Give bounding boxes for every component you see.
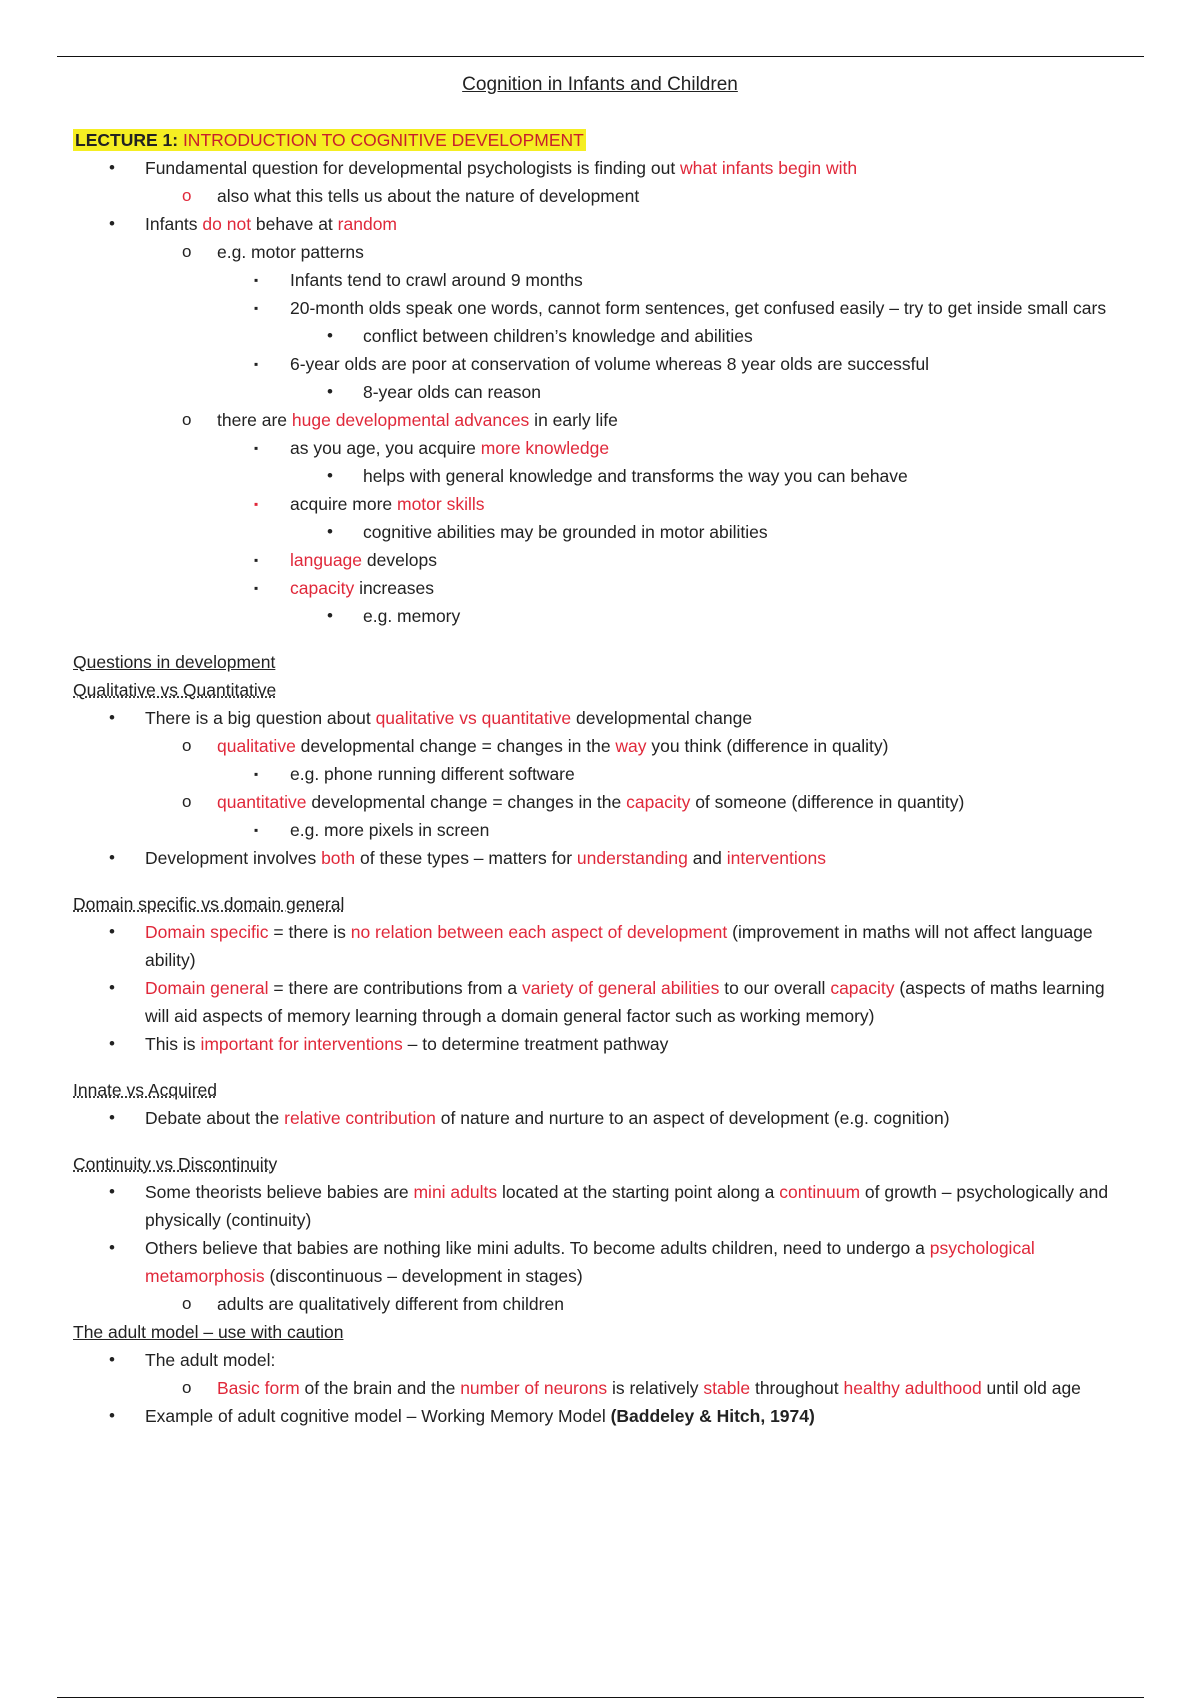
text: developmental change = changes in the	[295, 736, 616, 756]
square-bullet-icon: ▪	[254, 497, 259, 511]
spacer	[73, 1058, 1133, 1076]
disc-bullet-icon: •	[109, 1238, 115, 1257]
text: Infants	[145, 214, 203, 234]
list-item	[73, 1234, 1133, 1290]
list-item	[73, 378, 1133, 406]
list-item	[73, 816, 1133, 844]
citation-text: (Baddeley & Hitch, 1974)	[610, 1406, 815, 1426]
text: until old age	[981, 1378, 1081, 1398]
highlight-text: capacity	[830, 978, 895, 998]
heading-text: Domain specific vs domain general	[73, 894, 345, 914]
list-item	[73, 732, 1133, 760]
disc-bullet-icon: •	[327, 326, 333, 345]
list-item	[73, 760, 1133, 788]
highlight-text: qualitative vs quantitative	[375, 708, 572, 728]
text: of someone (difference in quantity)	[690, 792, 965, 812]
highlight-text: stable	[703, 1378, 751, 1398]
heading-text: The adult model – use with caution	[73, 1322, 344, 1342]
highlight-text: interventions	[726, 848, 826, 868]
text: – to determine treatment pathway	[402, 1034, 669, 1054]
list-item	[73, 1030, 1133, 1058]
text: The adult model:	[145, 1350, 276, 1370]
list-item	[73, 154, 1133, 182]
spacer	[73, 872, 1133, 890]
lecture-highlight	[73, 129, 586, 151]
list-item	[73, 294, 1133, 322]
bottom-rule	[57, 1697, 1144, 1698]
highlight-text: variety of general abilities	[521, 978, 720, 998]
heading-text: Continuity vs Discontinuity	[73, 1154, 278, 1174]
list-item	[73, 788, 1133, 816]
disc-bullet-icon: •	[109, 1182, 115, 1201]
highlight-text: no relation between each aspect of development	[350, 922, 728, 942]
highlight-text: relative contribution	[284, 1108, 436, 1128]
list-item	[73, 210, 1133, 238]
highlight-text: Domain specific	[145, 922, 269, 942]
text: Others believe that babies are nothing like mini adults. To become adults children, need to undergo a	[145, 1238, 930, 1258]
highlight-text: what infants begin with	[680, 158, 858, 178]
list-item	[73, 490, 1133, 518]
document-body	[73, 126, 1133, 1430]
disc-bullet-icon: •	[327, 522, 333, 541]
list-item	[73, 1346, 1133, 1374]
text: = there are contributions from a	[268, 978, 522, 998]
text: of the brain and the	[299, 1378, 461, 1398]
text: e.g. memory	[363, 606, 461, 626]
list-item	[73, 1290, 1133, 1318]
text: = there is	[268, 922, 351, 942]
heading-text: Innate vs Acquired	[73, 1080, 217, 1100]
text: This is	[145, 1034, 201, 1054]
text: Fundamental question for developmental psychologists is finding out	[145, 158, 681, 178]
text: of nature and nurture to an aspect of development (e.g. cognition)	[435, 1108, 950, 1128]
text: of growth – psychologically and physically (continuity)	[145, 1182, 1109, 1230]
section-heading	[73, 1318, 1133, 1346]
text: of these types – matters for	[355, 848, 577, 868]
text: as you age, you acquire	[290, 438, 481, 458]
circle-bullet-icon: o	[182, 736, 192, 755]
sub-heading	[73, 676, 1133, 704]
text: Some theorists believe babies are	[145, 1182, 414, 1202]
circle-bullet-icon: o	[182, 186, 192, 205]
highlight-text: huge developmental advances	[291, 410, 530, 430]
text: 20-month olds speak one words, cannot form sentences, get confused easily – try to get inside small cars	[290, 298, 1107, 318]
text: (discontinuous – development in stages)	[264, 1266, 583, 1286]
circle-bullet-icon: o	[182, 1294, 192, 1313]
list-item	[73, 574, 1133, 602]
text: located at the starting point along a	[497, 1182, 780, 1202]
list-item	[73, 918, 1133, 974]
text: is relatively	[607, 1378, 704, 1398]
highlight-text: random	[337, 214, 398, 234]
spacer	[73, 630, 1133, 648]
circle-bullet-icon: o	[182, 410, 192, 429]
text: and	[687, 848, 727, 868]
square-bullet-icon: ▪	[254, 301, 259, 315]
text: in early life	[529, 410, 618, 430]
highlight-text: language	[290, 550, 363, 570]
highlight-text: continuum	[779, 1182, 861, 1202]
highlight-text: qualitative	[217, 736, 296, 756]
sub-heading	[73, 1150, 1133, 1178]
highlight-text: capacity	[626, 792, 691, 812]
highlight-text: Domain general	[145, 978, 269, 998]
text: Development involves	[145, 848, 322, 868]
list-item	[73, 704, 1133, 732]
text: (improvement in maths will not affect language ability)	[145, 922, 1093, 970]
text: Infants tend to crawl around 9 months	[290, 270, 583, 290]
circle-bullet-icon: o	[182, 242, 192, 261]
list-item	[73, 546, 1133, 574]
disc-bullet-icon: •	[109, 978, 115, 997]
text: developmental change = changes in the	[306, 792, 627, 812]
square-bullet-icon: ▪	[254, 441, 259, 455]
disc-bullet-icon: •	[327, 382, 333, 401]
list-item	[73, 434, 1133, 462]
text: Debate about the	[145, 1108, 285, 1128]
disc-bullet-icon: •	[109, 1350, 115, 1369]
square-bullet-icon: ▪	[254, 767, 259, 781]
square-bullet-icon: ▪	[254, 823, 259, 837]
text: 6-year olds are poor at conservation of volume whereas 8 year olds are successful	[290, 354, 930, 374]
square-bullet-icon: ▪	[254, 357, 259, 371]
text: developmental change	[571, 708, 753, 728]
list-item	[73, 518, 1133, 546]
text: 8-year olds can reason	[363, 382, 542, 402]
disc-bullet-icon: •	[109, 214, 115, 233]
highlight-text: way	[615, 736, 647, 756]
list-item	[73, 406, 1133, 434]
disc-bullet-icon: •	[109, 1034, 115, 1053]
sub-heading	[73, 1076, 1133, 1104]
text: There is a big question about	[145, 708, 376, 728]
text: helps with general knowledge and transforms the way you can behave	[363, 466, 908, 486]
highlight-text: do not	[202, 214, 252, 234]
heading-text: Qualitative vs Quantitative	[73, 680, 277, 700]
disc-bullet-icon: •	[109, 1108, 115, 1127]
list-item	[73, 1178, 1133, 1234]
disc-bullet-icon: •	[109, 1406, 115, 1425]
highlight-text: quantitative	[217, 792, 307, 812]
disc-bullet-icon: •	[327, 466, 333, 485]
circle-bullet-icon: o	[182, 1378, 192, 1397]
highlight-text: motor skills	[397, 494, 485, 514]
text: throughout	[750, 1378, 844, 1398]
highlight-text: psychological metamorphosis	[145, 1238, 1035, 1286]
list-item	[73, 602, 1133, 630]
spacer	[73, 1132, 1133, 1150]
text: acquire more	[290, 494, 397, 514]
highlight-text: Basic form	[217, 1378, 300, 1398]
top-rule	[57, 56, 1144, 57]
lecture-topic: INTRODUCTION TO COGNITIVE DEVELOPMENT	[182, 130, 584, 150]
disc-bullet-icon: •	[109, 708, 115, 727]
text: to our overall	[719, 978, 831, 998]
highlight-text: important for interventions	[200, 1034, 403, 1054]
highlight-text: number of neurons	[460, 1378, 608, 1398]
heading-text: Questions in development	[73, 652, 276, 672]
disc-bullet-icon: •	[109, 922, 115, 941]
section-heading	[73, 648, 1133, 676]
text: (aspects of maths learning will aid aspects of memory learning through a domain general factor such as working memory)	[145, 978, 1105, 1026]
list-item	[73, 1104, 1133, 1132]
highlight-text: more knowledge	[480, 438, 610, 458]
page-title: Cognition in Infants and Children	[462, 74, 738, 95]
text: Example of adult cognitive model – Working Memory Model	[145, 1406, 611, 1426]
text: there are	[217, 410, 292, 430]
text: adults are qualitatively different from children	[217, 1294, 564, 1314]
disc-bullet-icon: •	[109, 848, 115, 867]
list-item	[73, 1374, 1133, 1402]
text: e.g. phone running different software	[290, 764, 575, 784]
list-item	[73, 266, 1133, 294]
text: e.g. motor patterns	[217, 242, 364, 262]
list-item	[73, 462, 1133, 490]
text: you think (difference in quality)	[646, 736, 889, 756]
text: e.g. more pixels in screen	[290, 820, 490, 840]
square-bullet-icon: ▪	[254, 553, 259, 567]
list-item	[73, 974, 1133, 1030]
list-item	[73, 844, 1133, 872]
text: behave at	[251, 214, 338, 234]
highlight-text: both	[321, 848, 356, 868]
text: develops	[362, 550, 437, 570]
list-item	[73, 182, 1133, 210]
text: also what this tells us about the nature of development	[217, 186, 640, 206]
highlight-text: understanding	[576, 848, 688, 868]
list-item	[73, 1402, 1133, 1430]
lecture-label: LECTURE 1:	[75, 130, 179, 150]
highlight-text: mini adults	[413, 1182, 498, 1202]
disc-bullet-icon: •	[327, 606, 333, 625]
text: cognitive abilities may be grounded in motor abilities	[363, 522, 768, 542]
text: increases	[354, 578, 434, 598]
square-bullet-icon: ▪	[254, 581, 259, 595]
highlight-text: capacity	[290, 578, 355, 598]
square-bullet-icon: ▪	[254, 273, 259, 287]
text: conflict between children’s knowledge and abilities	[363, 326, 753, 346]
disc-bullet-icon: •	[109, 158, 115, 177]
list-item	[73, 322, 1133, 350]
list-item	[73, 350, 1133, 378]
highlight-text: healthy adulthood	[843, 1378, 982, 1398]
lecture-heading	[73, 126, 1133, 154]
circle-bullet-icon: o	[182, 792, 192, 811]
sub-heading	[73, 890, 1133, 918]
list-item	[73, 238, 1133, 266]
